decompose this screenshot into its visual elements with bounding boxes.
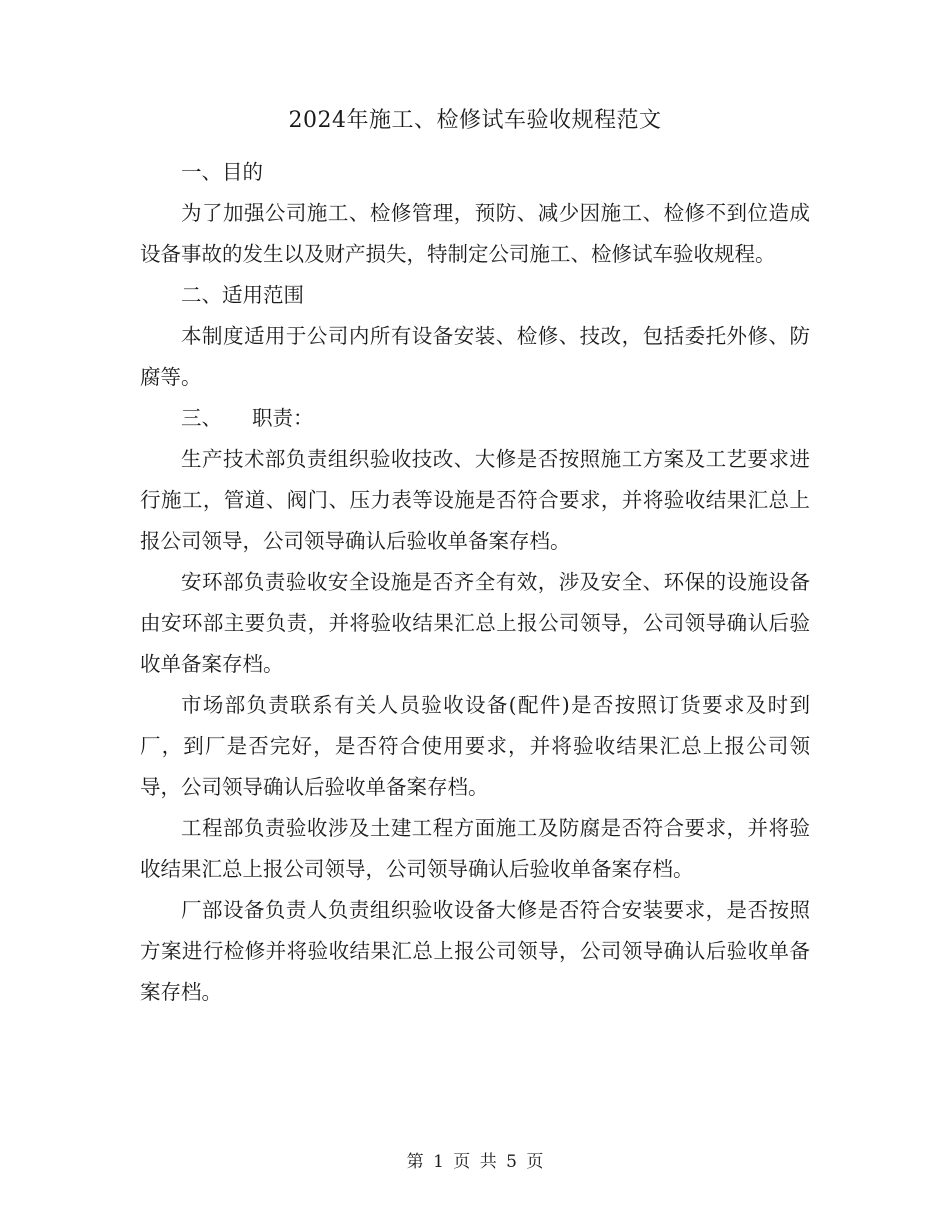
- paragraph-market-dept: 市场部负责联系有关人员验收设备(配件)是否按照订货要求及时到厂，到厂是否完好，是否符合使用要求，并将验收结果汇总上报公司领导，公司领导确认后验收单备案存档。: [140, 693, 810, 799]
- paragraph-safety-dept: 安环部负责验收安全设施是否齐全有效，涉及安全、环保的设施设备由安环部主要负责，并将验收结果汇总上报公司领导，公司领导确认后验收单备案存档。: [140, 570, 810, 676]
- paragraph-purpose: 为了加强公司施工、检修管理，预防、减少因施工、检修不到位造成设备事故的发生以及财产损失，特制定公司施工、检修试车验收规程。: [140, 201, 810, 266]
- page-footer: 第 1 页 共 5 页: [406, 1152, 544, 1172]
- section-number: 三、: [181, 406, 222, 430]
- paragraph-production-dept: 生产技术部负责组织验收技改、大修是否按照施工方案及工艺要求进行施工，管道、阀门、压力表等设施是否符合要求，并将验收结果汇总上报公司领导，公司领导确认后验收单备案存档。: [140, 447, 810, 553]
- section-heading-scope: 二、适用范围: [181, 283, 304, 307]
- section-label: 职责：: [252, 406, 314, 430]
- document-body: [140, 152, 810, 1013]
- section-heading-purpose: 一、目的: [181, 160, 263, 184]
- paragraph-plant-equipment: 厂部设备负责人负责组织验收设备大修是否符合安装要求，是否按照方案进行检修并将验收结果汇总上报公司领导，公司领导确认后验收单备案存档。: [140, 898, 810, 1004]
- section-heading-duties: [140, 398, 810, 439]
- paragraph-engineering-dept: 工程部负责验收涉及土建工程方面施工及防腐是否符合要求，并将验收结果汇总上报公司领导，公司领导确认后验收单备案存档。: [140, 816, 810, 881]
- paragraph-scope: 本制度适用于公司内所有设备安装、检修、技改，包括委托外修、防腐等。: [140, 324, 810, 389]
- document-title: 2024年施工、检修试车验收规程范文: [288, 108, 662, 133]
